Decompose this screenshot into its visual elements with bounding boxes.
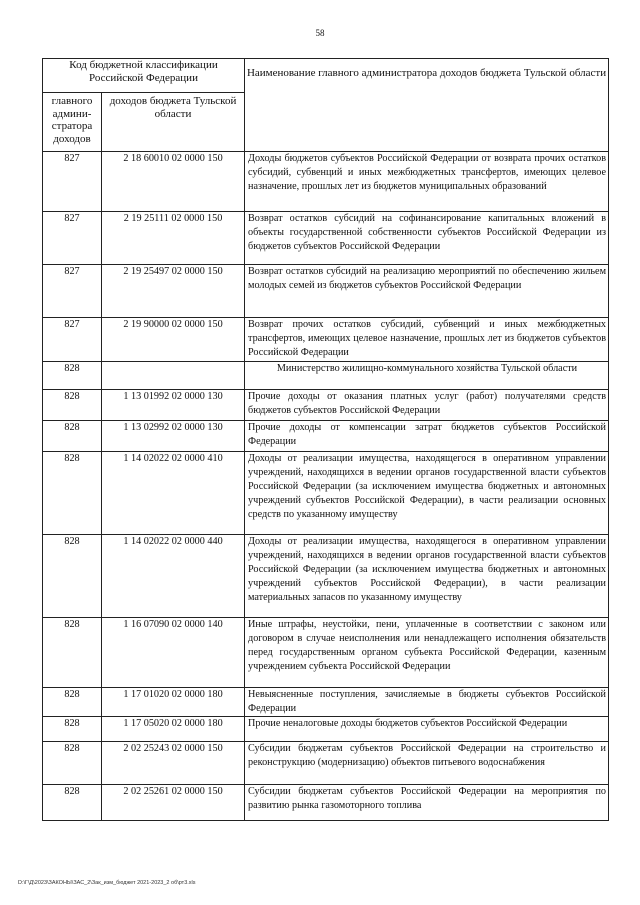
income-name-cell: Прочие доходы от оказания платных услуг (работ) получателями средств бюджетов субъектов Российской Федерации <box>245 389 609 420</box>
table-row <box>43 785 609 821</box>
income-code-cell: 2 18 60010 02 0000 150 <box>102 152 245 212</box>
admin-code-cell: 828 <box>43 785 102 821</box>
income-name-cell: Возврат остатков субсидий на реализацию мероприятий по обеспечению жильем молодых семей из бюджетов субъектов Российской Федерации <box>245 265 609 318</box>
income-code-cell: 2 19 25497 02 0000 150 <box>102 265 245 318</box>
income-code-cell: 2 19 25111 02 0000 150 <box>102 212 245 265</box>
income-name-cell: Иные штрафы, неустойки, пени, уплаченные в соответствии с законом или договором в случае неисполнения или ненадлежащего исполнения обязательств перед государственным органом субъекта Российской Федерации, казенным учреждением субъекта Российской Федерации <box>245 617 609 687</box>
income-code-cell: 2 02 25261 02 0000 150 <box>102 785 245 821</box>
admin-code-cell: 827 <box>43 318 102 362</box>
income-code-cell: 1 16 07090 02 0000 140 <box>102 617 245 687</box>
income-name-cell: Возврат остатков субсидий на софинансирование капитальных вложений в объекты государственной собственности субъектов Российской Федерации из бюджетов субъектов Российской Федерации <box>245 212 609 265</box>
table-row <box>43 152 609 212</box>
admin-code-cell: 828 <box>43 534 102 617</box>
footer-file-path: D:\Г\Д\2023\ЗАКОНЫ\ЗАС_2\Зак_изм_бюджет 2021-2023_2 об\рт3.xls <box>18 880 196 886</box>
admin-code-cell: 827 <box>43 265 102 318</box>
income-code-cell: 2 19 90000 02 0000 150 <box>102 318 245 362</box>
table-row <box>43 361 609 389</box>
income-name-cell: Прочие доходы от компенсации затрат бюджетов субъектов Российской Федерации <box>245 420 609 451</box>
admin-code-cell: 828 <box>43 617 102 687</box>
admin-code-cell: 828 <box>43 361 102 389</box>
income-code-cell: 1 14 02022 02 0000 410 <box>102 451 245 534</box>
table-row <box>43 212 609 265</box>
table-row <box>43 717 609 742</box>
income-name-cell: Доходы от реализации имущества, находящегося в оперативном управлении учреждений, находящихся в ведении органов государственной власти субъектов Российской Федерации (за исключением имущества бюджетных и автономных учреждений субъектов Российской Федерации), в части реализации основных средств по указанному имуществу <box>245 451 609 534</box>
admin-code-cell: 828 <box>43 420 102 451</box>
header-col-income: доходов бюджета Тульской области <box>102 93 245 152</box>
income-code-cell <box>102 361 245 389</box>
page-number: 58 <box>315 28 325 38</box>
table-row <box>43 687 609 716</box>
table-row <box>43 534 609 617</box>
admin-code-cell: 828 <box>43 389 102 420</box>
header-admin-name: Наименование главного администратора доходов бюджета Тульской области <box>245 59 609 152</box>
admin-code-cell: 827 <box>43 152 102 212</box>
admin-code-cell: 828 <box>43 742 102 785</box>
income-code-cell: 1 14 02022 02 0000 440 <box>102 534 245 617</box>
income-name-cell: Министерство жилищно-коммунального хозяйства Тульской области <box>245 361 609 389</box>
admin-code-cell: 828 <box>43 687 102 716</box>
income-code-cell: 1 17 05020 02 0000 180 <box>102 717 245 742</box>
income-name-cell: Субсидии бюджетам субъектов Российской Федерации на строительство и реконструкцию (модернизацию) объектов питьевого водоснабжения <box>245 742 609 785</box>
header-col-admin: главного админи-стратора доходов <box>43 93 102 152</box>
table-row <box>43 318 609 362</box>
income-name-cell: Доходы бюджетов субъектов Российской Федерации от возврата прочих остатков субсидий, субвенций и иных межбюджетных трансфертов, имеющих целевое назначение, прошлых лет из бюджетов муниципальных образований <box>245 152 609 212</box>
table-row <box>43 420 609 451</box>
income-code-cell: 1 13 01992 02 0000 130 <box>102 389 245 420</box>
admin-code-cell: 827 <box>43 212 102 265</box>
admin-code-cell: 828 <box>43 717 102 742</box>
income-code-cell: 2 02 25243 02 0000 150 <box>102 742 245 785</box>
table-row <box>43 389 609 420</box>
header-kbk: Код бюджетной классификации Российской Федерации <box>43 59 245 93</box>
table-row <box>43 742 609 785</box>
table-row <box>43 451 609 534</box>
table-row <box>43 265 609 318</box>
budget-classification-table <box>42 58 609 821</box>
income-code-cell: 1 17 01020 02 0000 180 <box>102 687 245 716</box>
table-row <box>43 617 609 687</box>
income-name-cell: Возврат прочих остатков субсидий, субвенций и иных межбюджетных трансфертов, имеющих целевое назначение, прошлых лет из бюджетов субъектов Российской Федерации <box>245 318 609 362</box>
income-name-cell: Доходы от реализации имущества, находящегося в оперативном управлении учреждений, находящихся в ведении органов государственной власти субъектов Российской Федерации (за исключением имущества бюджетных и автономных учреждений субъектов Российской Федерации), в части реализации материальных запасов по указанному имуществу <box>245 534 609 617</box>
income-name-cell: Прочие неналоговые доходы бюджетов субъектов Российской Федерации <box>245 717 609 742</box>
admin-code-cell: 828 <box>43 451 102 534</box>
income-code-cell: 1 13 02992 02 0000 130 <box>102 420 245 451</box>
income-name-cell: Субсидии бюджетам субъектов Российской Федерации на мероприятия по развитию рынка газомоторного топлива <box>245 785 609 821</box>
income-name-cell: Невыясненные поступления, зачисляемые в бюджеты субъектов Российской Федерации <box>245 687 609 716</box>
table-body <box>43 152 609 821</box>
